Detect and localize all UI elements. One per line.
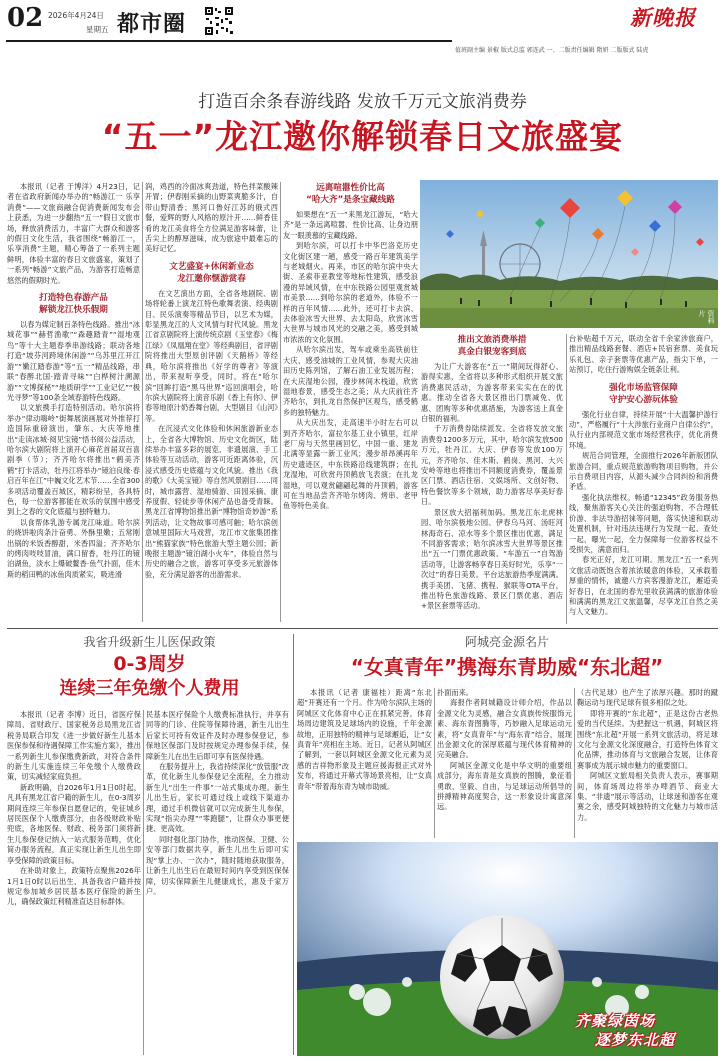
- sports-col2-para: 海报作者阿城籍设计师介绍，作品以金源文化为灵感，融合女真族传统服饰元素、海东青图腾等，巧妙融入足球运动元素，将“女真青年”与“海东青”结合，展现出金源文化的深厚底蕴与现代体育精神的完美融合。: [437, 698, 572, 760]
- lead-col5-para: 强化行业自律，持续开展“十大温馨护游行动”，严格履行“十大涉旅行业商户自律公约”，从行业内部规范文旅市场经营秩序，优化消费环境。: [569, 409, 718, 450]
- sports-col2-para: 扑面而来。: [437, 688, 473, 697]
- kite-park-photo: [420, 180, 718, 328]
- sports-banner-2: 逐梦东北超: [595, 1031, 676, 1049]
- lead-col3-kicker: 远离喧嚣性价比高: [316, 183, 385, 193]
- column-divider: [143, 710, 144, 1055]
- lead-col2-para: 在文艺演出方面，全省各地剧院、剧场将轮番上演龙江特色歌舞表演、经典剧目、民乐演奏等精品节目，以艺术为媒，彰显黑龙江的人文风情与时代风貌。黑龙江省京剧院将上演传统京剧《玉堂春》《梅江绿》《凤凰翔在堂》等经典剧目，省评剧院将推出大型原创评剧《天鹅桥》等经典，哈尔滨将推出《好学的尊者》等演出，带来视听享受，同时，将在“哈尔滨”回眸打造“黑马世界”巡回演唱会，哈尔滨大剧院将上演音乐剧《香上有你》、伊春等地原汁奶香舞台剧，大型剧目《山河》等。: [145, 288, 278, 423]
- lead-headline: “五一”龙江邀你解锁春日文旅盛宴: [101, 117, 624, 156]
- column-divider: [293, 634, 294, 1055]
- lead-col2: [145, 182, 278, 580]
- lead-col2-sub1: 文艺盛宴+休闲新业态: [169, 261, 254, 272]
- lead-col5-sub1: 强化市场监管保障: [609, 382, 678, 393]
- lead-col5-para: 春光正好，龙江可期。黑龙江“五一”系列文旅活动既饱含着浓浓暖意的体验，又承载着厚重的情怀，诚邀八方宾客漫游龙江，邂逅美好春日，在北国的春光里收获满满的旅游体验和满满的黑龙江文旅温馨，尽享龙江自然之美与人文魅力。: [569, 555, 718, 617]
- column-divider: [434, 688, 435, 838]
- lead-col1-para: 以春为媒定制百条特色线路。推出“冰城花事”“赫哲渔歌”“森趣踏青”“湿地观鸟”等十大主题春季串游线路；联动各地打造“坡芬河跨境休闲游”“乌苏里江开江游”“嫩江踏春游”等“五一”精品线路，串联“春醉北国·踏青寻味”“白桦树汁溯源游”“文博探秘”“地质研学”“工业记忆”“极光寻梦”等100条全域春游特色线路。: [7, 320, 140, 402]
- lead-col4-sub2: 真金白银宠客到底: [457, 347, 527, 357]
- lead-photo: [420, 180, 718, 328]
- column-divider: [280, 182, 281, 622]
- lead-col2-para: 润，鸡西的冷面冰爽劲道，特色拌菜酸辣开胃；伊春刚采摘的山野菜爽脆多汁，自带山野清香；黑河口鲁好江苏的俄式西餐，爱辉的野人风格的原汁开……鲜香佳肴的龙江美食将全方位满足游客味蕾，让舌尖上的醇厚滋味，成为旅途中最难忘的美好记忆。: [145, 182, 278, 254]
- sports-col3-para: 即将开赛的“东北超”，正是这份古老热爱的当代延续。为把握这一机遇，阿城区将围绕“东北超”开展一系列文旅活动，将足球文化与金源文化深度融合，打造特色体育文化品牌，推动体育与文旅融合发展，让体育赛事成为展示城市魅力的重要窗口。: [577, 708, 718, 770]
- lead-col1-para: 以文旅携手打造特别活动。哈尔滨将举办“律动嗨岭”街舞展演画展对外推荐打造国际重磅演出，肇东、大庆等地推出“走读冰城·阅见宝镜”悟书阅公益活动，哈尔滨大剧院将上演开心麻花首届双百喜剧季（节）；齐齐哈尔将推出“鹤美齐鹤”打卡活动，牡丹江将举办“镜泊良缘·春启百年在江”中巍文化艺术节……全省300多项活动覆盖百城区，精彩纷呈，各具特色，每一位游客都能在欢乐的氛围中感受到上之春的文化底蕴与独特魅力。: [7, 403, 140, 517]
- lead-col2-sub2: 龙江邀你惬游赏春: [177, 273, 246, 284]
- medical-headline-1: 0-3周岁: [113, 653, 186, 675]
- lead-col3-sub: “哈大齐”是条宝藏线路: [306, 195, 395, 205]
- lead-col4-para: 千万消费券陆续派发。全省将发放文旅消费券1200多万元，其中，哈尔滨发放500万元，牡丹江、大庆、伊春等发放100万元，齐齐哈尔、佳木斯、鹤岗、黑河、大兴安岭等地也将推出不同额度消费券，覆盖景区门票、酒店住宿、文娱场所、文创好物、特色餐饮等多个领域，助力游客尽享美好春日。: [421, 424, 563, 507]
- medical-col1-para: 在补助对象上，政策特点聚焦2026年1月1日0时以后出生、具备我省户籍并按规定参加城乡居民基本医疗保险的新生儿，确保政策红利精准直达目标群体。: [7, 866, 141, 907]
- lead-col4-para: 为让广大游客在“五一”期间玩得舒心、游得实惠，全省将以多种形式组织开展文旅消费惠民活动，为游客带来实实在在的优惠。推动全省各大景区推出门票减免、优惠、团购等多种优惠措施，为游客送上真金白银的福利。: [421, 362, 563, 424]
- medical-headline-2: 连续三年免缴个人费用: [59, 678, 240, 699]
- section-title: 都市圈: [117, 12, 187, 37]
- editor-credits: 值班副主编 景椒 版式总监 郭连武 一、二版责任编辑 隋妍 二版版式 陆虎: [455, 47, 649, 54]
- masthead-rule: [6, 40, 452, 42]
- football-illustration: [297, 842, 718, 1056]
- section-divider: [7, 628, 718, 629]
- sports-banner-1: 齐聚绿茵场: [575, 1012, 656, 1030]
- lead-col3: [283, 182, 418, 512]
- lead-col1-sub1: 打造特色春游产品: [39, 293, 108, 304]
- medical-col2-para: 民基本医疗保险个人缴费标准执行，并享有同等的门诊、住院等保障待遇，新生儿出生后家长可持有效证件及时办理参保登记，参保地区保部门及时按规定办理参保手续，保障新生儿在出生后即可享有医保待遇。: [146, 710, 289, 761]
- lead-col4: [421, 334, 563, 612]
- sports-headline: “女真青年”携海东青助威“东北超”: [350, 655, 664, 679]
- lead-col1-para: 以食帮体乳游专属龙江味道。哈尔滨的烧饼啦肉条汁奋勇、外酥里嫩；五常刚出锅的米饭香醇甜，米香四溢；齐齐哈尔的烤肉吱吱冒油，满口留香，牡丹江的镜泊湖鱼，淡水上爆破鳌香·鱼气扑面，佳木斯的稻田鸭的冰鱼肉质紧实，吸进滑: [7, 517, 140, 579]
- sports-col2-para: 阿城区金源文化是中华文明的重要组成部分，海东青是女真族的图腾，象征着勇敢、坚毅、自由，与足球运动所倡导的拼搏精神高度契合，这一形象设计寓意深远。: [437, 760, 572, 812]
- column-divider: [566, 334, 567, 624]
- medical-col2-para: 在服务提升上，我省持续深化“放管服”改革，优化新生儿参保登记全流程，全力推动新生儿“出生一件事”一站式集成办理。新生儿出生后，家长可通过线上或线下渠道办理，通过手机微信就可以完成新生儿参保，实现“指尖办理”“零跑腿”，让群众办事更便捷、更高效。: [146, 762, 289, 834]
- sports-col2: [437, 688, 572, 813]
- medical-col1: [7, 710, 141, 908]
- lead-col1: [7, 182, 140, 580]
- issue-weekday: 星期五: [86, 25, 109, 34]
- medical-col2-para: 同时强化部门协作，推动医保、卫健、公安等部门数据共享，新生儿出生后即可实现“掌上办、一次办”，随时随地获取服务，让新生儿出生后在最短时间内享受到医保保障，切实保障新生儿健康成长，惠及千家万户。: [146, 834, 289, 896]
- column-divider: [142, 182, 143, 622]
- lead-kicker: 打造百余条春游线路 发放千万元文旅消费券: [198, 92, 527, 112]
- sports-kicker: 阿城亮金源名片: [464, 635, 549, 649]
- lead-col5-para: 规范合同管理，全面推行2026年新版团队旅游合同，重点规范旅游购物项目购物，并公示自费项目内容，从源头减少合同纠纷和消费矛盾。: [569, 451, 718, 492]
- sports-col3-para: （古代足球）也产生了浓厚兴趣。那时的蹴鞠运动与现代足球有很多相似之处。: [577, 688, 718, 708]
- lead-col2-para: 在沉浸式文化体验和休闲旅游新业态上，全省各大博物馆、历史文化街区，陆续举办丰富多彩的展览、非遗展演、手工体验等互动活动，游客可近距离体验，沉浸式感受历史底蕴与文化风貌。推出《我的歌》《大美宝镜》等自然风景剧目……同时，城市露营、湿地骑游、田园采摘、康养度假、轻徒步等休闲产品也备受青睐。黑龙江省博物馆推出新“博物馆奇妙游”系列活动，让文物故事可感可触；哈尔滨创意城里国际大马戏营，龙江市文旅集团推出“熊猫家族”特色旅游大型主题公园；新晚报主题游“镜泊湖小火车”，体验自然与历史的融合之旅，游客可享受多元旅游体验，充分满足游客的出游需求。: [145, 424, 278, 579]
- lead-col3-para: 如果想在“五一”来黑龙江游玩，“哈大齐”是一条远离喧嚣、性价比高、让身边朋友一眼羡慕的宝藏线路。: [283, 210, 418, 240]
- lead-col5-para: 强化执法维权。畅通“12345”政务服务热线，聚焦游客关心关注的强迫购物、不合理低价游、非法导游招徕等问题，落实快速和联动处置机制，针对违法违规行为发现一起、查处一起、曝光一起，全力保障每一位游客权益不受损失，满意而归。: [569, 492, 718, 554]
- sports-col3: [577, 688, 718, 823]
- medical-col1-para: 新政明确，自2026年1月1日0时起，凡具有黑龙江省户籍的新生儿，在0-3周岁期间连续三年参保自愿登记的，免征城乡居民医保个人缴费部分，由各级财政补贴兜底，各地医保、财政、税务部门须将新生儿参保登记纳入一站式服务范畴，优化简办服务流程，真正实现让新生儿出生即享受保障的政策目标。: [7, 782, 141, 865]
- lead-col1-para: 本报讯（记者 于博洋）4月23日，记者在省政府新闻办举办的“畅游江一 乐享消费”——文旅商融合促消费新闻发布会上获悉，为进一步翻热“五一”假日文旅市场，释放消费活力，丰富广大群众和游客的假日文化生活，我省围绕“畅游江一，乐享消费”主题，精心筹备了一系列主题鲜明，体验丰富的春日文旅盛宴，策划了一系列“畅游”文旅产品，为游客打造畅意悠然的假期时光。: [7, 182, 140, 285]
- lead-col3-para: 从哈尔滨出发，驾车或乘坐高铁前往大庆，感受油城的工业风情，参观大庆油田历史陈列馆，了解石油工业发展历程；在大庆湿地公园，漫步林间木栈道，欣赏湿地春景，感受生态之美；从大庆前往齐齐哈尔，到扎龙自然保护区观鸟，感受鹤乡的独特魅力。: [283, 345, 418, 417]
- page-number: 02: [7, 3, 44, 33]
- lead-col5-sub2: 守护安心游玩体验: [609, 394, 678, 405]
- issue-date: 2026年4月24日: [48, 11, 104, 20]
- lead-col5-para: 台补贴超千万元，联动全省千余家涉旅商户，推出精品线路套餐、酒店+民宿套票、美食玩乐礼包、亲子套票等优惠产品，指尖下单，一站预订，吃住行游购娱全链条让利。: [569, 334, 718, 375]
- lead-col4-sub1: 推出文旅消费举措: [457, 335, 527, 345]
- sports-col1-para: 本报讯（记者 康福桂）距离“东北超”开赛还有一个月。作为哈尔滨队主场的阿城区文化体育中心正在抓紧完善，体育场周边建筑及足球场内的设施，千年金源故地，正用独特的精神与足球邂逅，让“女真青年”亮相在主场。近日，记者从阿城区了解到，一套以阿城区金源文化元素为灵感的吉祥物形象及主题应援海报正式对外发布，将通过开幕式等场景亮相，让“女真青年”带着海东青为城市助威。: [297, 688, 432, 791]
- lead-col1-sub2: 解锁龙江快乐假期: [39, 305, 108, 316]
- qr-code-icon: [204, 6, 234, 36]
- column-divider: [574, 688, 575, 838]
- sports-col1: [297, 688, 432, 792]
- medical-kicker: 我省升级新生儿医保政策: [83, 635, 216, 649]
- sports-col3-para: 阿城区文旅局相关负责人表示，赛事期间，体育场周边将举办啤酒节、商业大集、“非遗”展示等活动，让球迷和游客在观赛之余，感受阿城独特的文化魅力与城市活力。: [577, 771, 718, 822]
- lead-col3-para: 到哈尔滨，可以打卡中华巴洛克历史文化街区建一趟，感受一路百年建筑美学与老城烟火。再来，市区的哈尔滨中央大街、圣索菲亚教堂等地标性建筑，感受浪漫的异域风情，在中东铁路公园里观赏城市美景……到哈尔滨的老道外，体验不一样的百年风情……此外，还可打卡去滨、去体验冰雪大世界、去太阳岛，欣赏冰雪大世界与城市风光的交融之美，感受到城市浓浓的文化氛围。: [283, 241, 418, 344]
- medical-col1-para: 本报讯（记者 李博）近日，省医疗保障局、省财政厅、国家税务总局黑龙江省税务局联合印发《进一步做好新生儿基本医保参保和待遇保障工作实施方案》，推出一系列新生儿参保缴费新政，对符合条件的新生儿实施连续三年免缴个人缴费政策，切实减轻家庭负担。: [7, 710, 141, 782]
- lead-col3-para: 从大庆出发，走高速半小时左右可以到齐齐哈尔，富拉尔基工业小镇里，红岸老厂房与天然里画回忆，中国一重、建龙北满等显露一新工业风；漫步昂昂溪再年历史遗迹区，中东铁路沿线建筑群；在扎龙湿地，可欣赏丹顶鹤放飞表演；在扎龙湿地，可以观赏翩翩起舞的丹顶鹤，游客可在当地品尝齐齐哈尔烤肉、烤串、老甲鱼等特色美食。: [283, 418, 418, 511]
- lead-col4-para: 景区放大招福利加码。黑龙江东北虎林园、哈尔滨极地公园、伊春乌马河、汤旺河林海奇石、凉水等多个景区推出优惠，满足不同游客需求；哈尔滨冰雪大世界等景区推出“五一”门票优惠政策、“车游五一”自驾游活动等，让游客畅享春日美好时光，乐享“一次过”的春日美景。平台达旅游热季度满满。携手美团、飞猪、携程、猴联等OTA平台，推出特色旅游线路、景区门票优惠、酒店+景区套票等活动。: [421, 507, 563, 611]
- photo-caption: 资料片: [698, 310, 715, 324]
- lead-col5: [569, 334, 718, 618]
- newspaper-logo: 新晚报: [630, 5, 696, 30]
- medical-col2: [146, 710, 289, 897]
- masthead: [0, 0, 725, 58]
